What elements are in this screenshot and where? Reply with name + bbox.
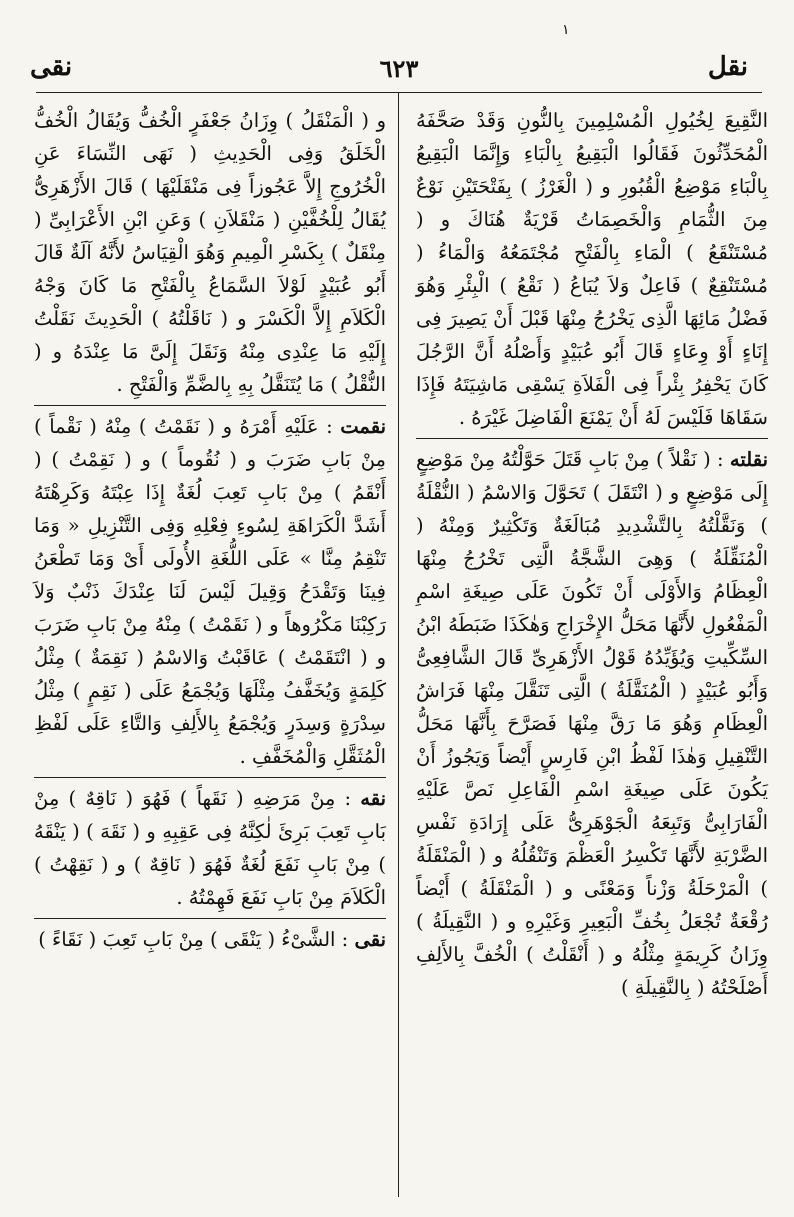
entry-body: : ( نَقْلاً ) مِنْ بَابِ قَتَلَ حَوَّلْتُهُ مِنْ مَوْضِعٍ إِلَى مَوْضِعٍ و ( انْتَقَلَ ) تَحَوَّلَ وَالاسْمُ ( النُّقْلَةُ ) وَنَقَّلْتُهُ بِالتَّشْدِيدِ مُبَالَغَةٌ وَتَكْثِيرٌ وَمِنْهُ ( الْمُنَقِّلَةُ ) وَهِىَ الشَّجَّةُ الَّتِى تَخْرُجُ مِنْهَا الْعِظَامُ وَالأَوْلَى أَنْ تَكُونَ عَلَى صِيغَةِ اسْمِ الْمَفْعُولِ لأَنَّهَا مَحَلُّ الإِخْرَاجِ وَهٰكَذَا ضَبَطَهُ ابْنُ السِّكِّيتِ وَيُؤَيِّدُهُ قَوْلُ الأَزْهَرِىِّ قَالَ الشَّافِعِىُّ وَأَبُو عُبَيْدٍ ( الْمُنَقَّلَةُ ) الَّتِى تَنَقَّلَ مِنْهَا فَرَاشُ الْعِظَامِ وَهُوَ مَا رَقَّ مِنْهَا فَصَرَّحَ بِأَنَّهَا مَحَلُّ التَّنْقِيلِ وَهٰذَا لَفْظُ ابْنِ فَارِسٍ أَيْضاً وَيَجُوزُ أَنْ يَكُونَ عَلَى صِيغَةِ اسْمِ الْفَاعِلِ نَصَّ عَلَيْهِ الْفَارَابِىُّ وَتَبِعَهُ الْجَوْهَرِىُّ عَلَى إِرَادَةِ نَفْسِ الضَّرْبَةِ لأَنَّهَا تَكْسِرُ الْعَظْمَ وَتَنْقُلُهُ و ( الْمَنْقَلَةُ ) الْمَرْحَلَةُ وَزْناً وَمَعْنًى و ( الْمَنْقَلَةُ ) أَيْضاً رُقْعَةٌ تُجْعَلُ بِخُفِّ الْبَعِيرِ وَغَيْرِهِ و ( النَّقِيلَةُ ) وِزَانُ كَرِيمَةٍ مِثْلُهُ و ( أَنْقَلْتُ ) الْخُفَّ بِالأَلِفِ أَصْلَحْتُهُ ( بِالنَّقِيلَةِ ) (416, 448, 768, 999)
entry-headword: نقلته (729, 448, 769, 471)
entry-body: : عَلَيْهِ أَمْرَهُ و ( نَقَمْتُ ) مِنْهُ ( نَقْماً ) مِنْ بَابِ ضَرَبَ و ( نُقُوماً ) و ( نَقِمْتُ ) ( أَنْقَمُ ) مِنْ بَابِ تَعِبَ لُغَةٌ إِذَا عِبْتَهُ وَكَرِهْتَهُ أَشَدَّ الْكَرَاهَةِ لِسُوءِ فِعْلِهِ وَفِى التَّنْزِيلِ « وَمَا تَنْقِمُ مِنَّا » عَلَى اللُّغَةِ الأُولَى أَىْ وَمَا تَطْعَنُ فِينَا وَتَقْدَحُ وَقِيلَ لَيْسَ لَنَا عِنْدَكَ ذَنْبٌ وَلاَ رَكِبْنَا مَكْرُوهاً و ( نَقَمْتُ ) مِنْهُ مِنْ بَابِ ضَرَبَ و ( انْتَقَمْتُ ) عَاقَبْتُ وَالاسْمُ ( نَقِمَةٌ ) مِثْلُ كَلِمَةٍ وَيُخَفَّفُ مِثْلَهَا وَيُجْمَعُ عَلَى ( نَقِمٍ ) مِثْلُ سِدْرَةٍ وَسِدَرٍ وَيُجْمَعُ بِالأَلِفِ وَالتَّاءِ عَلَى لَفْظِ الْمُثَقَّلِ وَالْمُخَفَّفِ . (34, 415, 386, 768)
page-number: ٦٢٣ (379, 54, 419, 83)
page-header (28, 50, 770, 90)
left-column (34, 104, 386, 956)
entry-headword: نقمت (340, 415, 386, 438)
entry-separator (34, 777, 386, 778)
column-divider (398, 92, 399, 1197)
page-mark: ١ (562, 22, 570, 38)
entry-naqiya (34, 923, 386, 956)
entry-naqamtu (34, 410, 386, 773)
entry-separator (34, 918, 386, 919)
guide-word-right: نقل (707, 52, 748, 82)
entry-separator (416, 438, 768, 439)
right-column (416, 104, 768, 1004)
entry-body: : الشَّىْءُ ( يَنْقَى ) مِنْ بَابِ تَعِبَ ( نَقَاءً ) (38, 928, 349, 951)
entry-naqiha (34, 782, 386, 914)
guide-word-left: نقى (30, 52, 73, 82)
entry-continuation: و ( الْمَنْقَلُ ) وِزَانُ جَعْفَرٍ الْخُفُّ وَيُقَالُ الْخُفُّ الْخَلَقُ وَفِى الْحَدِيثِ ( نَهَى النِّسَاءَ عَنِ الْخُرُوجِ إِلاَّ عَجُوزاً فِى مَنْقَلَيْهَا ) قَالَ الأَزْهَرِىُّ يُقَالُ لِلْخُفَّيْنِ ( مَنْقَلاَنِ ) وَعَنِ ابْنِ الأَعْرَابِىِّ ( مِنْقَلٌ ) بِكَسْرِ الْمِيمِ وَهُوَ الْقِيَاسُ لأَنَّهُ آلَةٌ قَالَ أَبُو عُبَيْدٍ لَوْلاَ السَّمَاعُ بِالْفَتْحِ مَا كَانَ وَجْهُ الْكَلاَمِ إِلاَّ الْكَسْرَ و ( نَاقَلْتُهُ ) الْحَدِيثَ نَقَلْتُ إِلَيْهِ مَا عِنْدِى مِنْهُ وَنَقَلَ إِلَىَّ مَا عِنْدَهُ و ( النُّقْلُ ) مَا يُتَنَقَّلُ بِهِ بِالضَّمِّ وَالْفَتْحِ . (34, 109, 386, 396)
header-rule (36, 92, 762, 93)
entry-continuation: النَّقِيعَ لِخُيُولِ الْمُسْلِمِينَ بِالنُّونِ وَقَدْ صَحَّفَهُ الْمُحَدِّثُونَ فَقَالُوا الْبَقِيعُ بِالْبَاءِ وَإِنَّمَا الْبَقِيعُ بِالْبَاءِ مَوْضِعُ الْقُبُورِ و ( الْغَرْزُ ) بِفَتْحَتَيْنِ نَوْعٌ مِنَ الثُّمَامِ وَالْخَصِمَاتُ قَرْيَةٌ هُنَاكَ و ( مُسْتَنْقَعُ ) الْمَاءِ بِالْفَتْحِ مُجْتَمَعُهُ وَالْمَاءُ ( مُسْتَنْقِعٌ ) فَاعِلٌ وَلاَ يُبَاعُ ( نَقْعُ ) الْبِئْرِ وَهُوَ فَضْلُ مَائِهَا الَّذِى يَخْرُجُ مِنْهَا قَبْلَ أَنْ يَصِيرَ فِى إِنَاءٍ أَوْ وِعَاءٍ قَالَ أَبُو عُبَيْدٍ وَأَصْلُهُ أَنَّ الرَّجُلَ كَانَ يَحْفِرُ بِئْراً فِى الْفَلاَةِ يَسْقِى مَاشِيَتَهُ فَإِذَا سَقَاهَا فَلَيْسَ لَهُ أَنْ يَمْنَعَ الْفَاضِلَ غَيْرَهُ . (416, 109, 768, 429)
entry-body: : مِنْ مَرَضِهِ ( نَقَهاً ) فَهُوَ ( نَاقِهٌ ) مِنْ بَابِ تَعِبَ بَرِئَ لٰكِنَّهُ فِى عَقِبِهِ و ( نَقَهَ ) ( يَنْقَهُ ) مِنْ بَابِ نَفَعَ لُغَةٌ فَهُوَ ( نَاقِهٌ ) و ( نَقِهْتُ ) الْكَلاَمَ مِنْ بَابِ نَفَعَ فَهِمْتُهُ . (34, 787, 386, 909)
entry-naqaltuhu (416, 443, 768, 1004)
entry-headword: نقه (360, 787, 386, 810)
entry-separator (34, 405, 386, 406)
entry-headword: نقى (354, 928, 386, 951)
